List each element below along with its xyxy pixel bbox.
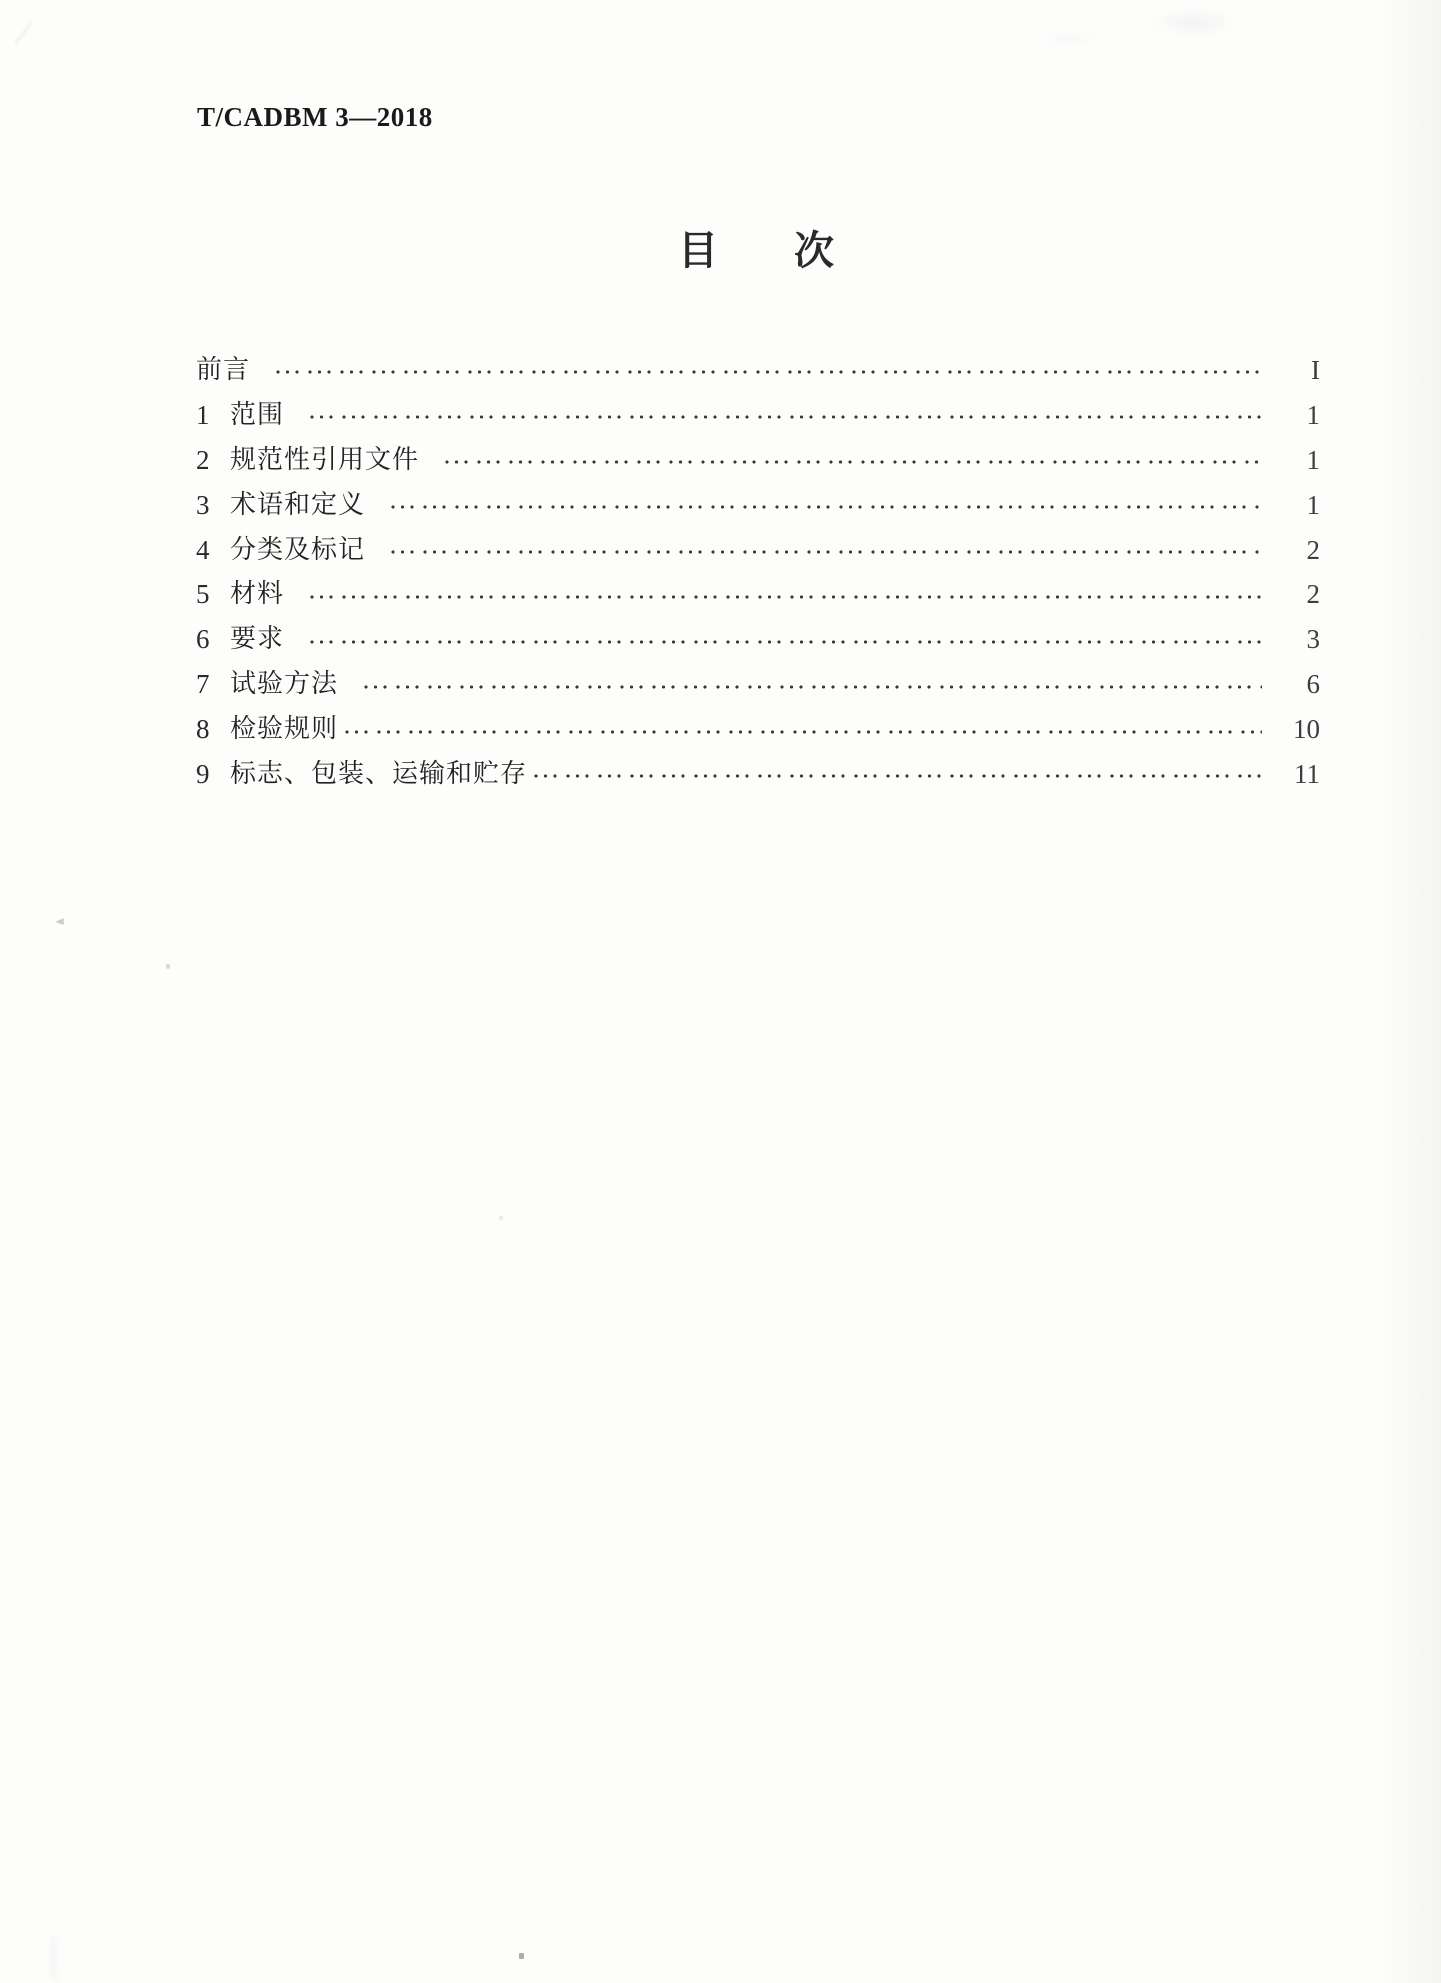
dot-leader [389, 547, 1262, 557]
dot-leader [308, 592, 1262, 602]
toc-row [196, 393, 1320, 438]
scan-artifact [50, 1936, 58, 1980]
scan-artifact [1150, 8, 1240, 38]
toc-entry-label: 规范性引用文件 [230, 444, 420, 474]
toc-entry-label: 试验方法 [230, 669, 339, 699]
scan-edge-tint [1380, 0, 1441, 1983]
toc-row [196, 348, 1320, 393]
scan-artifact [1040, 30, 1100, 46]
standard-number: T/CADBM 3—2018 [197, 102, 433, 132]
toc-row [196, 752, 1320, 797]
dot-leader [532, 771, 1262, 781]
toc-entry-page: 2 [1306, 534, 1320, 565]
toc-entry-number: 9 [196, 759, 210, 790]
toc-entry-page: 1 [1306, 489, 1320, 520]
scan-artifact [499, 1216, 503, 1220]
toc-row [196, 662, 1320, 707]
toc-entry-page: 11 [1294, 759, 1320, 790]
toc-row [196, 438, 1320, 483]
dot-leader [343, 727, 1262, 737]
toc-entry-number: 2 [196, 444, 210, 475]
toc-entry-page: 1 [1306, 444, 1320, 475]
toc-row [196, 483, 1320, 528]
scan-artifact [55, 918, 64, 925]
dot-leader [362, 682, 1262, 692]
toc-entry-number: 7 [196, 669, 210, 700]
toc-entry-page: 2 [1306, 579, 1320, 610]
page-title: 目次 [678, 228, 910, 273]
toc-entry-label: 要求 [230, 624, 285, 654]
dot-leader [443, 457, 1262, 467]
dot-leader [389, 502, 1262, 512]
dot-leader [308, 637, 1262, 647]
table-of-contents [196, 348, 1320, 797]
scan-artifact [166, 964, 170, 969]
toc-entry-page: 1 [1306, 399, 1320, 430]
toc-row [196, 572, 1320, 617]
toc-entry-label: 范围 [230, 399, 285, 429]
scan-artifact [14, 22, 32, 44]
dot-leader [274, 367, 1262, 377]
dot-leader [308, 412, 1262, 422]
toc-entry-page: 6 [1306, 669, 1320, 700]
toc-row [196, 707, 1320, 752]
toc-entry-number: 8 [196, 714, 210, 745]
toc-entry-label: 分类及标记 [230, 534, 366, 564]
toc-entry-label: 前言 [196, 355, 251, 384]
toc-entry-label: 检验规则 [230, 714, 339, 744]
toc-entry-number: 4 [196, 534, 210, 565]
toc-entry-number: 1 [196, 399, 210, 430]
toc-entry-page: I [1311, 355, 1320, 385]
toc-entry-label: 标志、包装、运输和贮存 [230, 759, 528, 789]
toc-entry-label: 材料 [230, 579, 285, 609]
toc-row [196, 528, 1320, 573]
toc-entry-page: 10 [1293, 714, 1320, 745]
toc-entry-page: 3 [1306, 624, 1320, 655]
toc-entry-number: 6 [196, 624, 210, 655]
toc-entry-number: 5 [196, 579, 210, 610]
scan-artifact [519, 1953, 524, 1959]
toc-entry-number: 3 [196, 489, 210, 520]
toc-entry-label: 术语和定义 [230, 489, 366, 519]
toc-row [196, 617, 1320, 662]
